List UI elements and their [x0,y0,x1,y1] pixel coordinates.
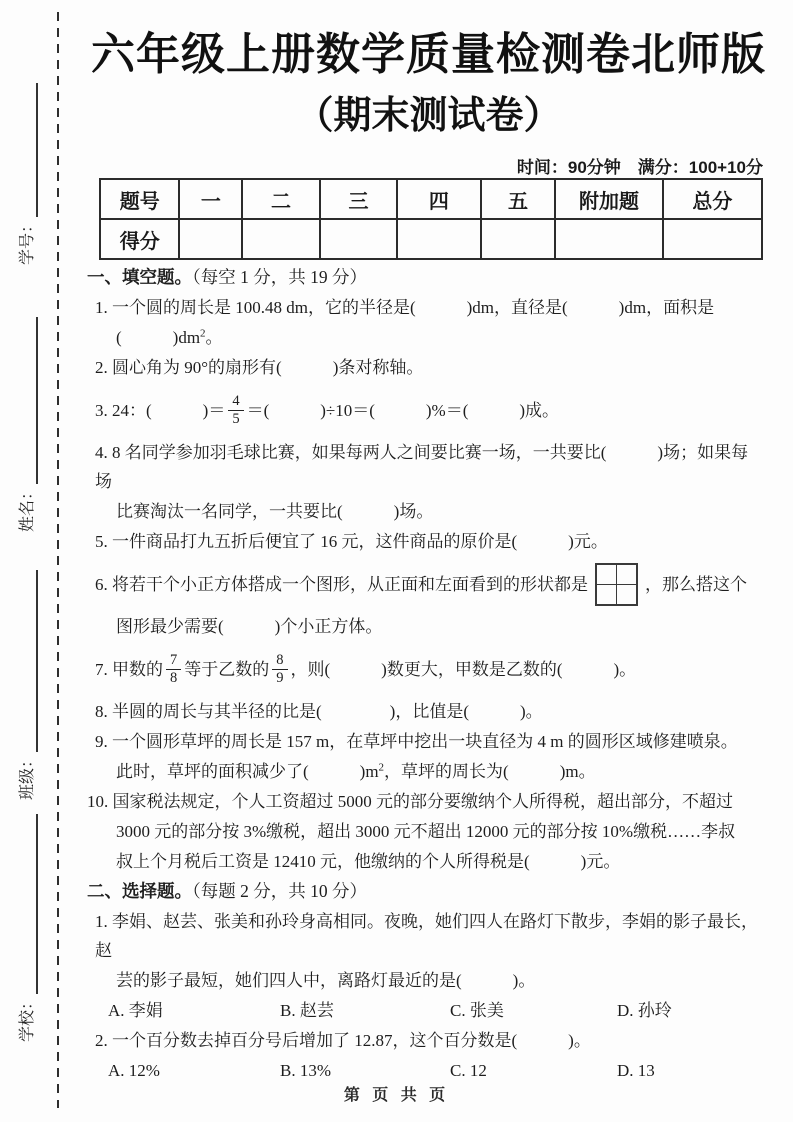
side-field-school [16,814,38,1042]
class-label: 班级： [19,751,36,800]
question-4-line-2: 比赛淘汰一名同学，一共要比( )场。 [116,502,434,521]
name-write-line[interactable] [16,317,38,484]
score-header-cell: 二 [242,179,319,219]
score-header-cell: 总分 [663,179,762,219]
question-6-line-2: 图形最少需要( )个小正方体。 [116,617,383,636]
score-header-cell: 四 [397,179,480,219]
section-2-note: （每题 2 分，共 10 分） [192,881,367,901]
score-row-label: 得分 [100,219,179,259]
section-1-header [87,263,765,292]
score-cell[interactable] [481,219,556,259]
score-cell[interactable] [242,219,319,259]
choice-2-line-1: 2. 一个百分数去掉百分号后增加了 12.87，这个百分数是( )。 [95,1031,591,1050]
superscript-2: 2 [378,761,385,774]
score-table-header-row [100,179,762,219]
question-5-line-1: 5. 一件商品打九五折后便宜了 16 元，这件商品的原价是( )元。 [95,532,608,551]
student-id-write-line[interactable] [16,83,38,217]
section-2-header [87,877,765,906]
question-10-line-1: 10. 国家税法规定，个人工资超过 5000 元的部分要缴纳个人所得税，超出部分，不超过 [87,792,733,811]
page-subtitle: （期末测试卷） [295,95,562,137]
page-title: 六年级上册数学质量检测卷北师版 [91,30,766,79]
choice-1-options [95,996,765,1025]
fraction-8-9: $\frac{8}{9}$ [272,652,287,686]
question-1-line-1: 1. 一个圆的周长是 100.48 dm，它的半径是( )dm，直径是( )dm，面积是 [95,298,715,317]
choice-1-option-d[interactable]: D. 孙玲 [617,1001,672,1020]
question-9-line-1: 9. 一个圆形草坪的周长是 157 m，在草坪中挖出一块直径为 4 m 的圆形区域修建喷泉。 [95,732,738,751]
score-table [99,178,763,260]
choice-2-option-c[interactable]: C. 12 [450,1061,487,1080]
school-write-line[interactable] [16,814,38,994]
choice-2-option-b[interactable]: B. 13% [280,1061,331,1080]
section-1-note: （每空 1 分，共 19 分） [192,267,367,287]
question-7-line-1: 7. 甲数的 $\frac{7}{8}$ 等于乙数的 $\frac{8}{9}$ ，则( )数更大，甲数是乙数的( )。 [95,651,637,686]
superscript-2: 2 [200,327,206,340]
question-4-line-1: 4. 8 名同学参加羽毛球比赛，如果每两人之间要比赛一场，一共要比( )场；如果每场 [95,443,749,491]
fraction-4-5: $\frac{4}{5}$ [228,393,243,427]
score-header-cell: 题号 [100,179,179,219]
choice-2-option-a[interactable]: A. 12% [108,1061,160,1080]
section-1-title: 一、填空题。 [87,267,192,287]
name-label: 姓名： [19,483,36,532]
question-9-line-2: 此时，草坪的面积减少了( )$m^2$，草坪的周长为( )m。 [116,761,596,781]
score-header-cell: 附加题 [555,179,662,219]
choice-1-option-a[interactable]: A. 李娟 [108,1001,163,1020]
student-id-label: 学号： [19,216,36,265]
question-10-line-3: 叔上个月税后工资是 12410 元，他缴纳的个人所得税是( )元。 [116,852,621,871]
fraction-7-8: $\frac{7}{8}$ [166,652,181,686]
class-write-line[interactable] [16,570,38,752]
choice-1-option-b[interactable]: B. 赵芸 [280,1001,334,1020]
score-header-cell: 五 [481,179,556,219]
score-cell[interactable] [320,219,397,259]
question-3-line-1: 3. 24：( )＝ $\frac{4}{5}$ ＝( )÷10＝( )%＝( )成。 [95,392,560,427]
choice-1-line-2: 芸的影子最短，她们四人中，离路灯最近的是( )。 [116,971,536,990]
side-field-student-id [16,83,38,265]
choice-1-option-c[interactable]: C. 张美 [450,1001,504,1020]
choice-1-line-1: 1. 李娟、赵芸、张美和孙玲身高相同。夜晚，她们四人在路灯下散步，李娟的影子最长，赵 [95,912,758,960]
page-number-footer: 第 页 共 页 [343,1087,450,1104]
question-6-line-1: 6. 将若干个小正方体搭成一个图形，从正面和左面看到的形状都是 ，那么搭这个 [95,557,765,611]
side-field-name [16,317,38,532]
score-cell[interactable] [397,219,480,259]
fold-dashed-line [57,12,59,1108]
question-1-line-2: ( )$dm^2$。 [116,327,223,347]
score-cell[interactable] [555,219,662,259]
question-8-line-1: 8. 半圆的周长与其半径的比是( )，比值是( )。 [95,702,543,721]
score-header-cell: 一 [179,179,242,219]
school-label: 学校： [19,993,36,1042]
score-cell[interactable] [179,219,242,259]
question-10-line-2: 3000 元的部分按 3%缴税，超出 3000 元不超出 12000 元的部分按 10%缴税……李叔 [116,822,736,841]
cube-views-grid [595,563,638,606]
choice-2-options [95,1056,765,1085]
side-field-class [16,570,38,800]
choice-2-option-d[interactable]: D. 13 [617,1061,655,1080]
score-table-score-row [100,219,762,259]
section-2-title: 二、选择题。 [87,881,192,901]
question-area [87,262,765,1086]
score-cell[interactable] [663,219,762,259]
exam-meta: 时间：90分钟 满分：100+10分 [516,158,763,177]
question-2-line-1: 2. 圆心角为 90°的扇形有( )条对称轴。 [95,358,424,377]
score-header-cell: 三 [320,179,397,219]
